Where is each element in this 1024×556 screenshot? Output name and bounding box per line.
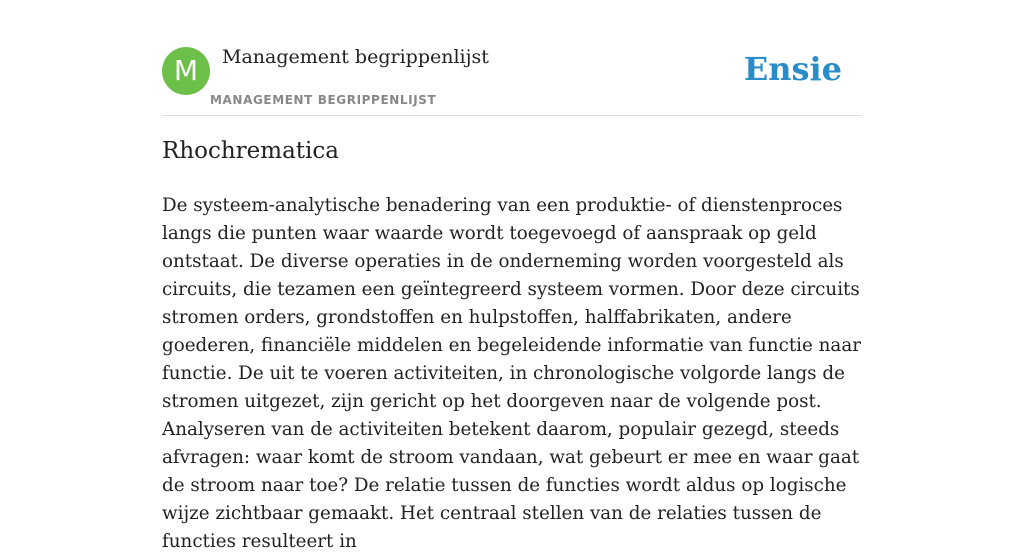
site-header xyxy=(162,40,862,116)
avatar[interactable]: M xyxy=(162,47,210,95)
article-body: De systeem-analytische benadering van een produktie- of dienstenproces langs die punten waar waarde wordt toegevoegd of aanspraak op geld ontstaat. De diverse operaties in de onderneming worden voorgesteld als circuits, die tezamen een geïntegreerd systeem vormen. Door deze circuits stromen orders, grondstoffen en hulpstoffen, halffabrikaten, andere goederen, financiële middelen en begeleidende informatie van functie naar functie. De uit te voeren activiteiten, in chronologische volgorde langs de stromen uitgezet, zijn gericht op het doorgeven naar de volgende post. Analyseren van de activiteiten betekent daarom, populair gezegd, steeds afvragen: waar komt de stroom vandaan, wat gebeurt er mee en waar gaat de stroom naar toe? De relatie tussen de functies wordt aldus op logische wijze zichtbaar gemaakt. Het centraal stellen van de relaties tussen de functies resulteert in xyxy=(162,195,861,552)
article-title: Rhochrematica xyxy=(162,138,339,164)
site-subtitle: MANAGEMENT BEGRIPPENLIJST xyxy=(210,93,437,107)
site-title[interactable]: Management begrippenlijst xyxy=(222,46,489,68)
ensie-logo[interactable]: Ensie xyxy=(743,50,842,88)
